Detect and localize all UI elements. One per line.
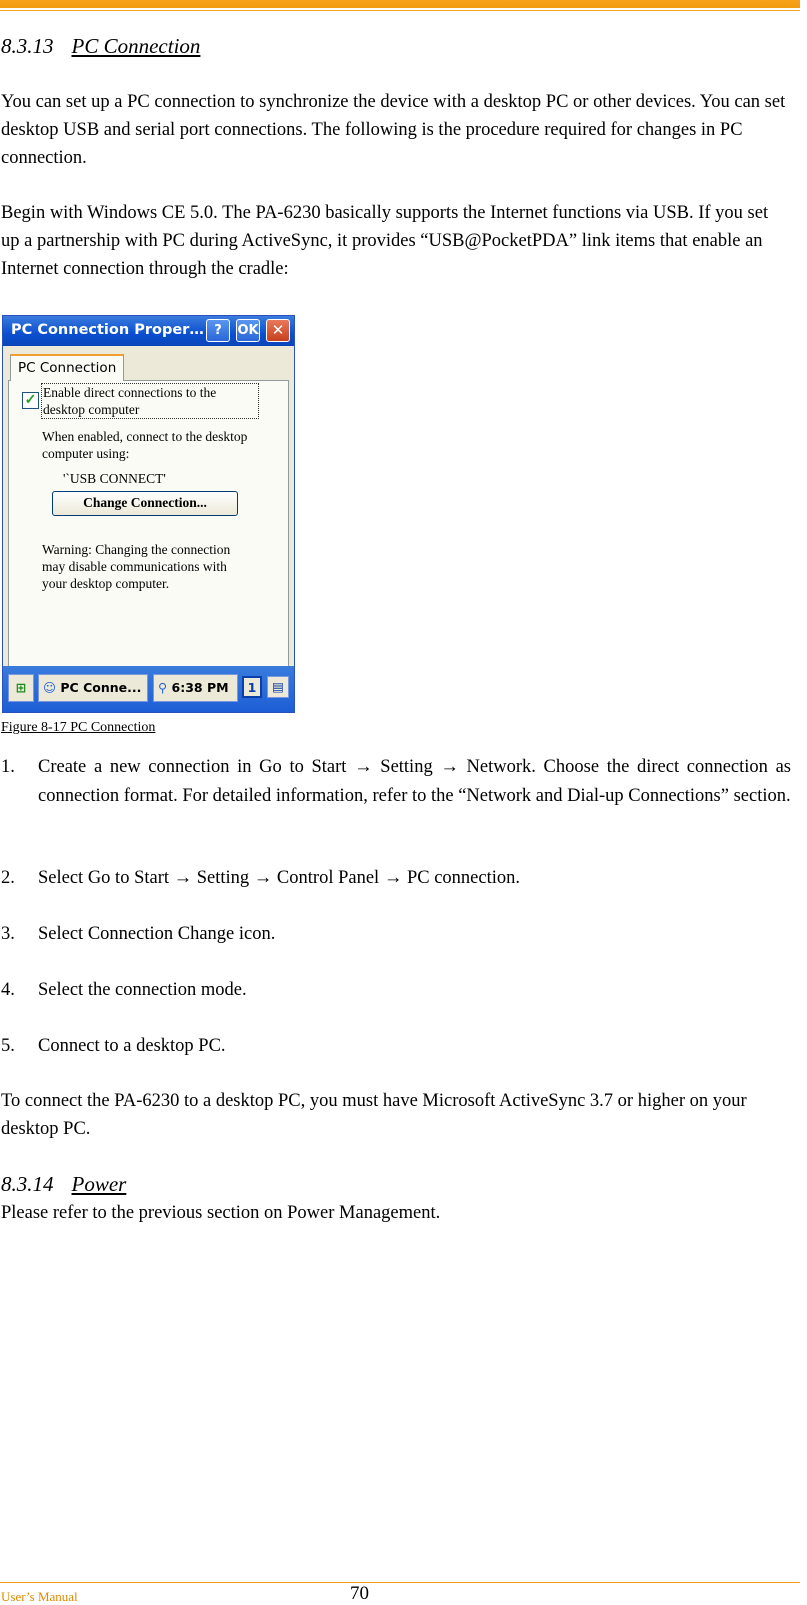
dialog-title: PC Connection Proper…	[11, 322, 204, 338]
figure-caption: Figure 8-17 PC Connection	[1, 720, 156, 735]
footer-manual-label: User’s Manual	[1, 1589, 78, 1604]
activesync-paragraph: To connect the PA-6230 to a desktop PC, you must have Microsoft ActiveSync 3.7 or higher on your desktop PC.	[1, 1091, 747, 1139]
input-panel-icon[interactable]: 1	[242, 676, 262, 698]
enable-checkbox[interactable]: ✓	[22, 392, 39, 409]
start-icon[interactable]: ⊞	[8, 674, 34, 702]
tab-panel	[8, 380, 289, 668]
step-number: 5.	[1, 1036, 15, 1056]
header-rule	[0, 0, 800, 8]
app-icon: ☺	[43, 680, 57, 695]
step-2	[1, 864, 791, 893]
desktop-icon[interactable]: ▤	[267, 676, 289, 698]
step-1	[1, 753, 791, 810]
step-5	[1, 1032, 791, 1061]
section-heading-pc-connection	[1, 34, 200, 59]
power-paragraph: Please refer to the previous section on Power Management.	[1, 1203, 441, 1223]
when-enabled-text: When enabled, connect to the desktop computer using:	[42, 429, 248, 461]
step-text: Select the connection mode.	[38, 980, 247, 1000]
step-number: 2.	[1, 868, 15, 888]
dialog-titlebar	[3, 316, 294, 346]
section-heading-power	[1, 1172, 126, 1197]
step-number: 1.	[1, 757, 15, 777]
change-connection-button[interactable]: Change Connection...	[52, 491, 238, 516]
section-title: Power	[71, 1172, 127, 1196]
section-number: 8.3.13	[1, 34, 54, 58]
taskbar-app-button[interactable]	[38, 674, 148, 702]
warning-text: Warning: Changing the connection may disable communications with your desktop computer.	[42, 542, 231, 591]
close-button[interactable]: ✕	[266, 319, 290, 342]
taskbar	[3, 666, 294, 712]
tray	[153, 674, 238, 702]
intro-paragraph: You can set up a PC connection to synchronize the device with a desktop PC or other devices. You can set desktop USB and serial port connections. The following is the procedure required for changes in PC connection.	[1, 92, 786, 168]
section-number: 8.3.14	[1, 1172, 54, 1196]
tab-pc-connection[interactable]: PC Connection	[10, 354, 124, 381]
connection-name: '`USB CONNECT'	[63, 471, 166, 486]
section-title: PC Connection	[71, 34, 201, 58]
taskbar-time[interactable]: 6:38 PM	[171, 680, 229, 695]
step-text: Select Connection Change icon.	[38, 924, 276, 944]
step-text: Select Go to Start → Setting → Control Panel → PC connection.	[38, 868, 520, 888]
windows-ce-paragraph: Begin with Windows CE 5.0. The PA-6230 basically supports the Internet functions via USB. If you set up a partnership with PC during ActiveSync, it provides “USB@PocketPDA” link items that enable an Internet connection through the cradle:	[1, 203, 769, 279]
checkbox-label[interactable]: Enable direct connections to the desktop computer	[41, 383, 259, 419]
step-3	[1, 920, 791, 949]
header-rule-thin	[0, 10, 800, 11]
step-number: 4.	[1, 980, 15, 1000]
taskbar-app-label: PC Conne...	[60, 680, 142, 695]
network-icon[interactable]: ⚲	[158, 680, 168, 695]
ok-button[interactable]: OK	[236, 319, 260, 342]
footer-rule	[0, 1582, 800, 1583]
step-text: Connect to a desktop PC.	[38, 1036, 226, 1056]
step-4	[1, 976, 791, 1005]
page-number: 70	[350, 1583, 369, 1604]
step-number: 3.	[1, 924, 15, 944]
step-text: Create a new connection in Go to Start → Setting → Network. Choose the direct connection as connection format. For detailed information, refer to the “Network and Dial-up Connections” section.	[38, 757, 791, 806]
help-button[interactable]: ?	[206, 319, 230, 342]
